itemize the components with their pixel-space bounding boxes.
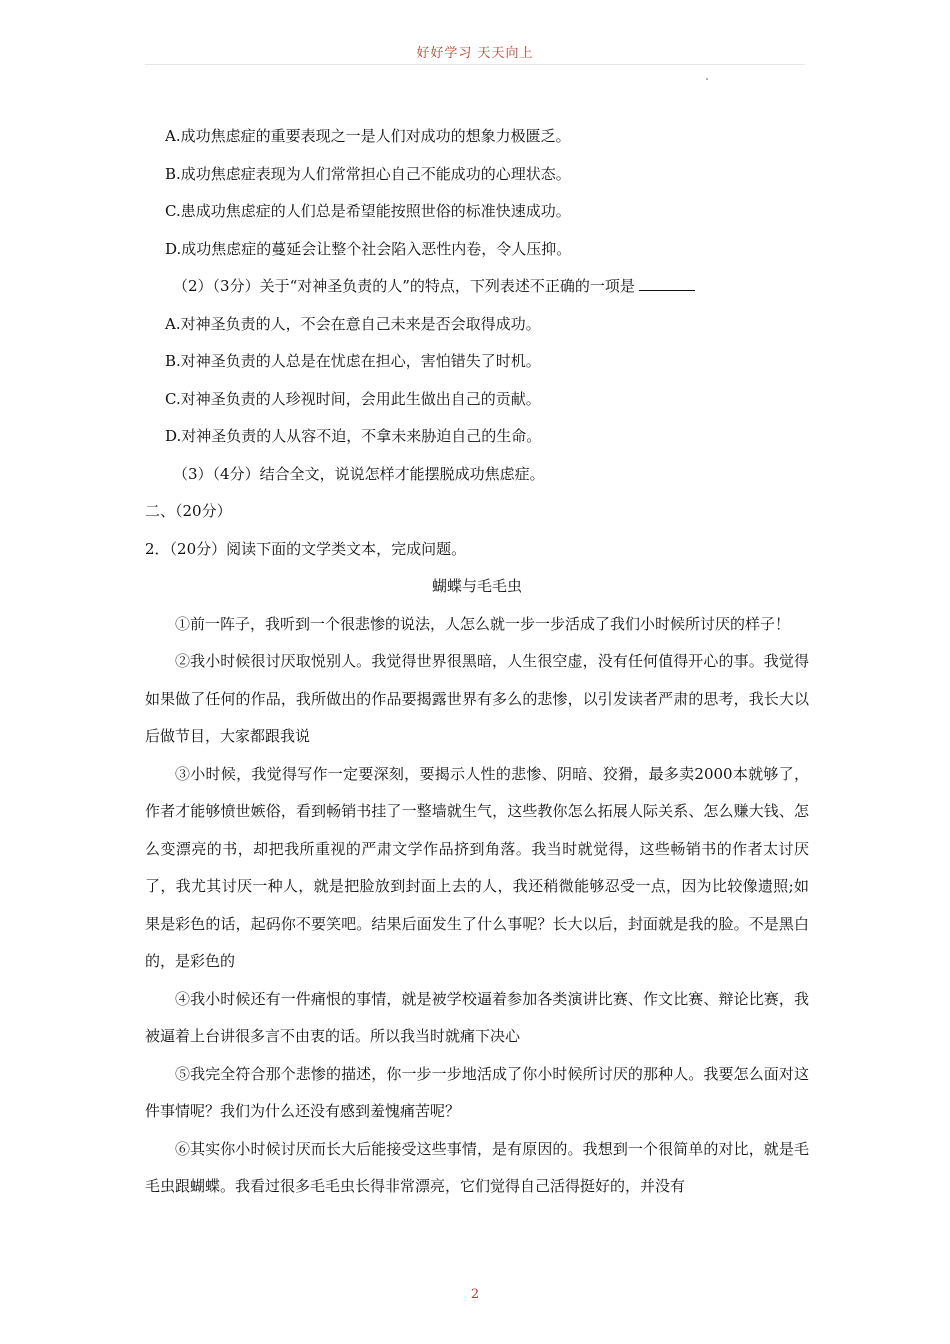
paragraph-2: ②我小时候很讨厌取悦别人。我觉得世界很黑暗，人生很空虚，没有任何值得开心的事。我觉得如果做了任何的作品，我所做出的作品要揭露世界有多么的悲惨，以引发读者严肃的思考，我长大以后做节目，大家都跟我说 [145, 652, 809, 745]
paragraph-6: ⑥其实你小时候讨厌而长大后能接受这些事情，是有原因的。我想到一个很简单的对比，就是毛毛虫跟蝴蝶。我看过很多毛毛虫长得非常漂亮，它们觉得自己活得挺好的，并没有 [145, 1139, 809, 1195]
q2-option-d: D.对神圣负责的人从容不迫，不拿未来胁迫自己的生命。 [165, 427, 542, 445]
article-title: 蝴蝶与毛毛虫 [431, 577, 522, 595]
question-3: （3）（4分）结合全文，说说怎样才能摆脱成功焦虑症。 [173, 464, 545, 483]
paragraph-4: ④我小时候还有一件痛恨的事情，就是被学校逼着参加各类演讲比赛、作文比赛、辩论比赛，我被逼着上台讲很多言不由衷的话。所以我当时就痛下决心 [145, 989, 809, 1045]
paragraph-5: ⑤我完全符合那个悲惨的描述，你一步一步地活成了你小时候所讨厌的那种人。我要怎么面对这件事情呢？我们为什么还没有感到羞愧痛苦呢？ [145, 1064, 809, 1120]
paragraph-3: ③小时候，我觉得写作一定要深刻，要揭示人性的悲惨、阴暗、狡猾，最多卖2000本就够了，作者才能够愤世嫉俗，看到畅销书挂了一整墙就生气，这些教你怎么拓展人际关系、怎么赚大钱、怎么变漂亮的书，却把我所重视的严肃文学作品挤到角落。我当时就觉得，这些畅销书的作者太讨厌了，我尤其讨厌一种人，就是把脸放到封面上去的人，我还稍微能够忍受一点，因为比较像遗照;如果是彩色的话，起码你不要笑吧。结果后面发生了什么事呢？长大以后，封面就是我的脸。不是黑白的，是彩色的 [145, 764, 809, 970]
page-header: 好好学习 天天向上 [416, 46, 534, 61]
main-question: 2．（20分）阅读下面的文学类文本，完成问题。 [145, 539, 467, 558]
q2-option-c: C.对神圣负责的人珍视时间，会用此生做出自己的贡献。 [165, 389, 541, 408]
q1-option-b: B.成功焦虑症表现为人们常常担心自己不能成功的心理状态。 [165, 164, 571, 183]
q1-option-a: A.成功焦虑症的重要表现之一是人们对成功的想象力极匮乏。 [165, 127, 571, 145]
page-content [145, 118, 809, 1206]
decorative-dot [706, 78, 708, 80]
header-divider [145, 64, 805, 65]
q1-option-c: C.患成功焦虑症的人们总是希望能按照世俗的标准快速成功。 [165, 202, 571, 220]
question-2-text: （2）（3分）关于“对神圣负责的人”的特点，下列表述不正确的一项是 [173, 277, 635, 295]
q1-option-d: D.成功焦虑症的蔓延会让整个社会陷入恶性内卷，令人压抑。 [165, 239, 572, 258]
question-2 [145, 268, 809, 306]
q2-option-b: B.对神圣负责的人总是在忧虑在担心，害怕错失了时机。 [165, 352, 541, 370]
q2-option-a: A.对神圣负责的人，不会在意自己未来是否会取得成功。 [165, 314, 541, 333]
paragraph-1: ①前一阵子，我听到一个很悲惨的说法，人怎么就一步一步活成了我们小时候所讨厌的样子！ [175, 614, 791, 633]
answer-blank [639, 276, 695, 291]
section-heading: 二、（20分） [145, 502, 232, 520]
page-number: 2 [470, 1287, 480, 1302]
